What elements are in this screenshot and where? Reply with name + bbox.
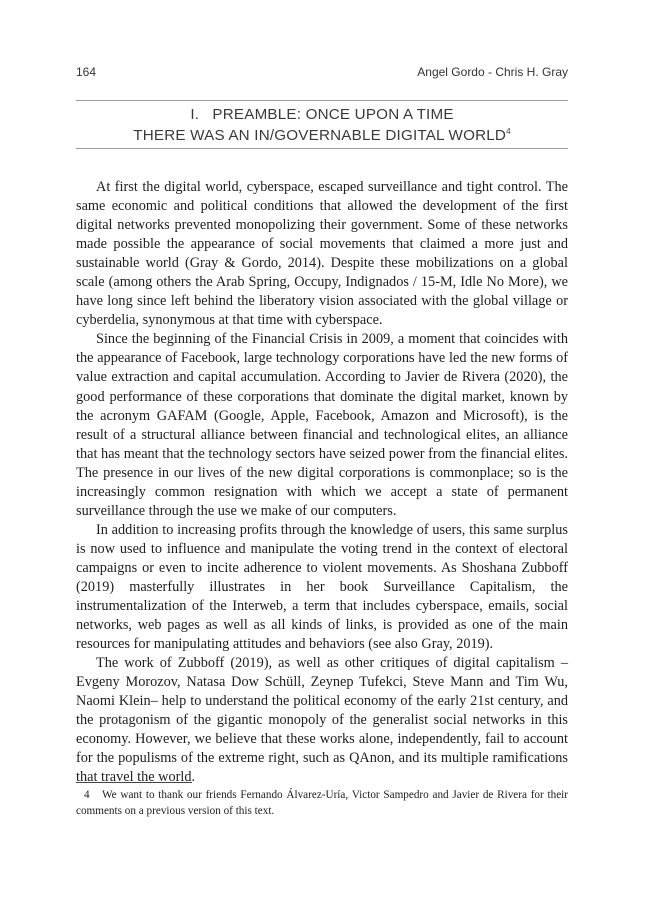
chapter-title: [76, 104, 568, 146]
footnote-divider: [76, 782, 192, 783]
body-text: [76, 178, 568, 788]
paragraph: At first the digital world, cyberspace, escaped surveillance and tight control. The same economic and political conditions that allowed the development of the first digital networks prevented monopolizing their government. Some of these networks made possible the appearance of social movements that claimed a more just and sustainable world (Gray & Gordo, 2014). Despite these mobilizations on a global scale (among others the Arab Spring, Occupy, Indignados / 15-M, Idle No More), we have long since left behind the liberatory vision associated with the global village or cyberdelia, synonymous at that time with cyberspace.: [76, 179, 568, 329]
chapter-title-line-2: THERE WAS AN IN/GOVERNABLE DIGITAL WORLD: [133, 127, 507, 144]
paragraph: In addition to increasing profits through the knowledge of users, this same surplus is now used to influence and manipulate the voting trend in the context of electoral campaigns or even to incite adherence to violent movements. As Shoshana Zubboff (2019) masterfully illustrates in her book Surveillance Capitalism, the instrumentalization of the Interweb, a term that includes cyberspace, emails, social networks, web pages as well as all kinds of links, is provided as one of the main resources for manipulating attitudes and behaviors (see also Gray, 2019).: [76, 521, 568, 653]
footnote: [76, 787, 568, 819]
title-top-rule: [76, 100, 568, 101]
paragraph: The work of Zubboff (2019), as well as other critiques of digital capitalism – Evgeny Morozov, Natasa Dow Schüll, Zeynep Tufekci, Steve Mann and Tim Wu, Naomi Klein– help to understand the political economy of the early 21st century, and the protagonism of the gigantic monopoly of the generalist social networks in this economy. However, we believe that these works alone, independently, fail to account for the populisms of the extreme right, such as QAnon, and its multiple ramifications that travel the world.: [76, 655, 568, 786]
footnote-number: 4: [84, 789, 90, 801]
chapter-title-line-1: I. PREAMBLE: ONCE UPON A TIME: [190, 106, 454, 123]
page-number: 164: [76, 65, 97, 79]
footnote-text: We want to thank our friends Fernando Álvarez-Uría, Victor Sampedro and Javier de Rivera for their comments on a previous version of this text.: [76, 789, 568, 817]
running-head-authors: Angel Gordo - Chris H. Gray: [417, 65, 568, 79]
paragraph: Since the beginning of the Financial Crisis in 2009, a moment that coincides with the appearance of Facebook, large technology corporations have led the new forms of value extraction and capital accumulation. According to Javier de Rivera (2020), the good performance of these corporations that dominate the digital market, known by the acronym GAFAM (Google, Apple, Facebook, Amazon and Microsoft), is the result of a structural alliance between financial and technological elites, an alliance that has meant that the technology sectors have seized power from the financial elites. The presence in our lives of the new digital corporations is commonplace; so is the increasingly common resignation with which we accept a state of permanent surveillance through the use we make of our computers.: [76, 331, 568, 519]
title-bottom-rule: [76, 148, 568, 149]
footnote-reference: 4: [506, 126, 511, 136]
